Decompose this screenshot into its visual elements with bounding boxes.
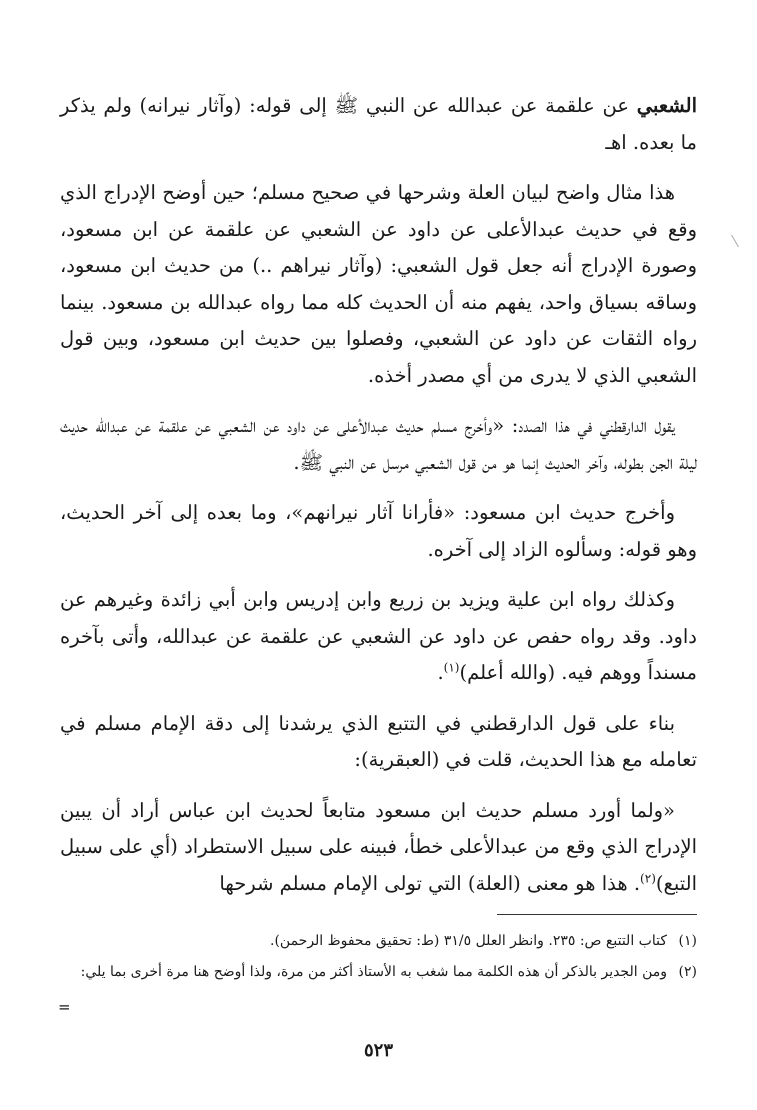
footnote-text: كتاب التتبع ص: ٢٣٥. وانظر العلل ٣١/٥ (ط: تحقيق محفوظ الرحمن). [270,933,667,949]
paragraph-2 [60,175,697,394]
page-body [60,88,697,916]
footnote-text: ومن الجدير بالذكر أن هذه الكلمة مما شغب به الأستاذ أكثر من مرة، ولذا أوضح هنا مرة أخرى بما يلي: [80,964,667,980]
paragraph-text: هذا مثال واضح لبيان العلة وشرحها في صحيح مسلم؛ حين أوضح الإدراج الذي وقع في حديث عبدالأعلى عن داود عن الشعبي عن علقمة عن ابن مسعود، وصورة الإدراج أنه جعل قول الشعبي: (وآثار نيراهم ..) من حديث ابن مسعود، وساقه بسياق واحد، يفهم منه أن الحديث كله مما رواه عبدالله بن مسعود. بينما رواه الثقات عن داود عن الشعبي، وفصلوا بين حديث ابن مسعود، وبين قول الشعبي الذي لا يدرى من أي مصدر أخذه. [60,181,697,387]
paragraph-text: بناء على قول الدارقطني في التتبع الذي يرشدنا إلى دقة الإمام مسلم في تعامله مع هذا الحديث، قلت في (العبقرية): [60,711,697,771]
paragraph-text: وكذلك رواه ابن علية ويزيد بن زريع وابن إدريس وابن أبي زائدة وغيرهم عن داود. وقد رواه حفص عن داود عن الشعبي عن علقمة عن عبدالله، وأتى بآخره مسنداً ووهم فيه. (والله أعلم) [60,588,697,684]
paragraph-text: «ولما أورد مسلم حديث ابن مسعود متابعاً لحديث ابن عباس أراد أن يبين الإدراج الذي وقع من عبدالأعلى خطأ، فبينه على سبيل الاستطراد (أي على سبيل التبع) [60,798,697,895]
paragraph-5 [60,582,697,692]
footnote-2 [60,959,697,986]
paragraph-4 [60,495,697,568]
paragraph-tail: . هذا هو معنى (العلة) التي تولى الإمام مسلم شرحها [219,871,641,895]
paragraph-tail: . [437,661,444,684]
margin-pencil-mark [731,231,746,248]
paragraph-lead: الشعبي [636,94,697,117]
footnote-number: (١) [678,933,697,949]
paragraph-6 [60,706,697,779]
continuation-mark: = [58,998,71,1016]
paragraph-1 [60,88,697,161]
paragraph-7 [60,793,697,903]
footnote-1 [60,928,697,955]
paragraph-text: عن علقمة عن عبدالله عن النبي ﷺ إلى قوله: (وآثار نيرانه) ولم يذكر ما بعده. اهـ [60,94,697,154]
footnote-ref-1[interactable]: (١) [443,660,460,675]
footnotes [60,928,697,990]
page-number: ٥٢٣ [363,1040,393,1061]
footnote-ref-2[interactable]: (٢) [640,871,656,885]
paragraph-text: يقول الدارقطني في هذا الصدد: «وأخرج مسلم حديث عبدالأعلى عن داود عن الشعبي عن علقمة عن عبدالله حديث ليلة الجن بطوله، وآخر الحديث إنما هو من قول الشعبي مرسل عن النبي ﷺ. [60,414,697,474]
paragraph-text: وأخرج حديث ابن مسعود: «فأرانا آثار نيرانهم»، وما بعده إلى آخر الحديث، وهو قوله: وسألوه الزاد إلى آخره. [60,501,697,561]
footnote-separator [497,914,697,915]
footnote-number: (٢) [678,964,697,980]
paragraph-3 [60,408,697,481]
